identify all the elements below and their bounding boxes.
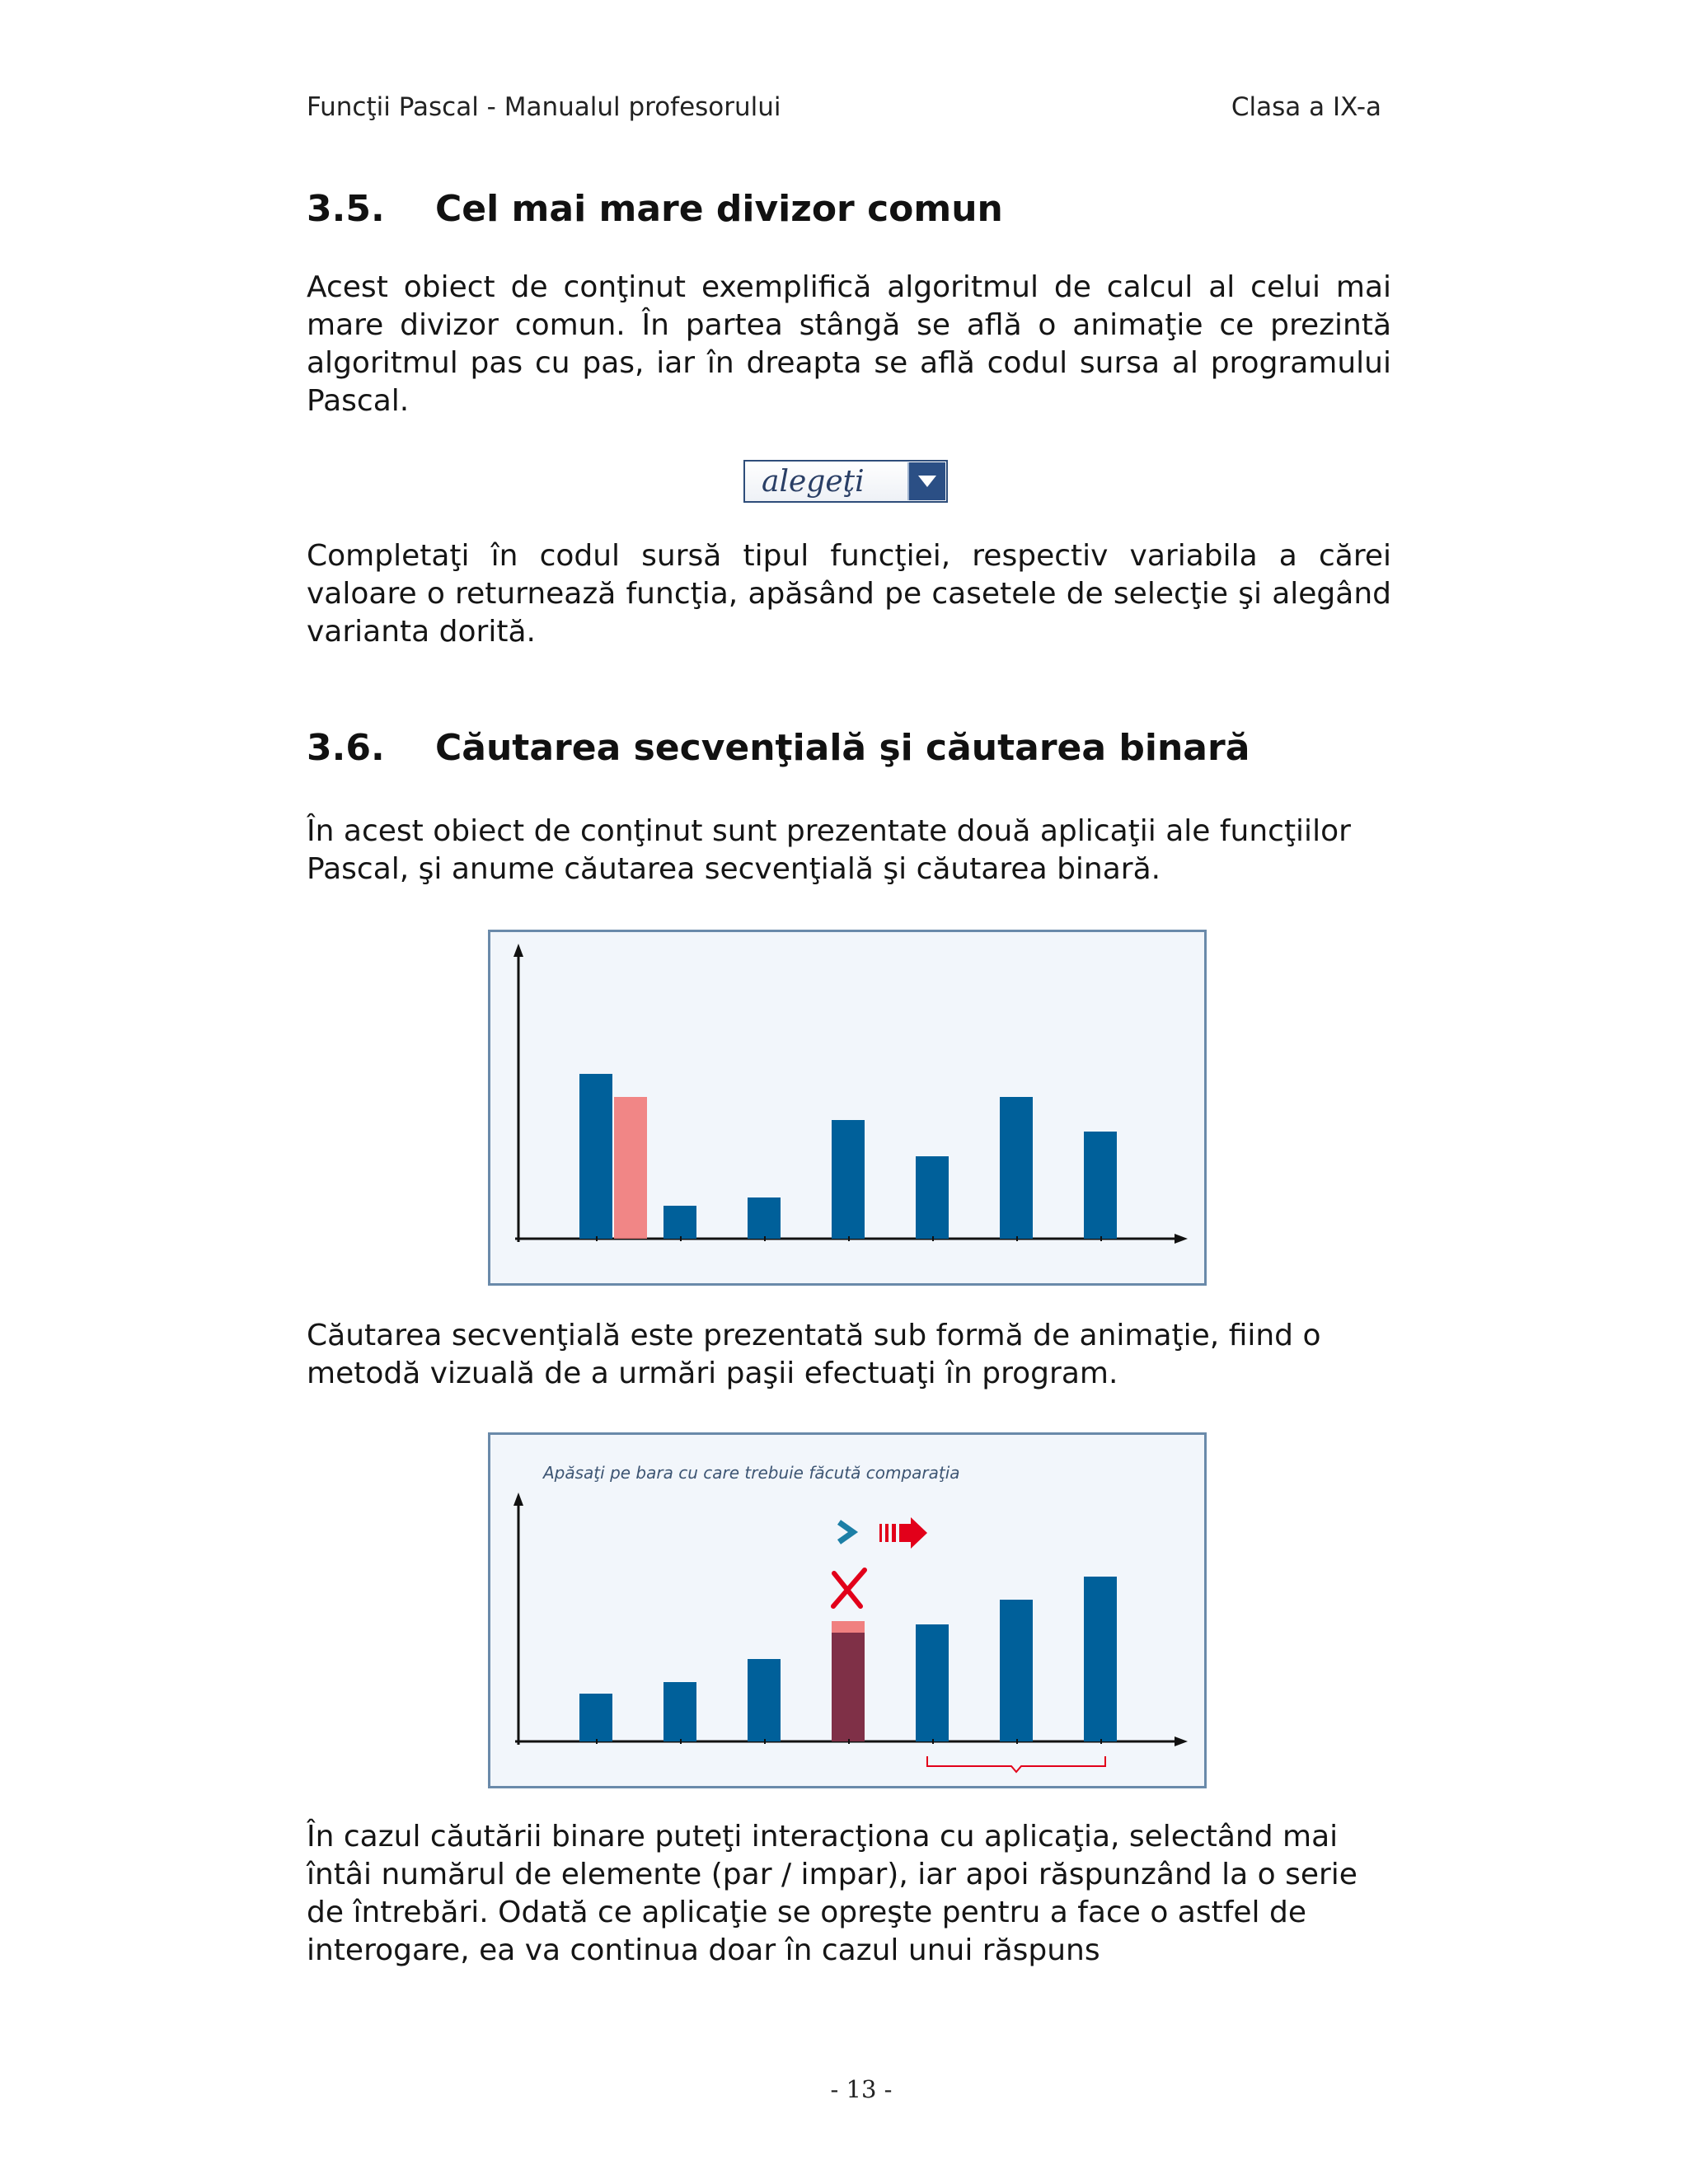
binary-search-figure [488, 1432, 1207, 1788]
bar [1084, 1132, 1117, 1239]
bar [663, 1682, 696, 1741]
section-heading [307, 188, 1003, 230]
bar [748, 1197, 781, 1239]
selected-bar [832, 1633, 865, 1741]
right-arrow-icon [879, 1517, 927, 1549]
section-heading [307, 727, 1250, 769]
bar [1084, 1577, 1117, 1741]
bar [663, 1206, 696, 1239]
figure-instruction: Apăsaţi pe bara cu care trebuie făcută comparaţia [543, 1463, 960, 1483]
section-number: 3.6. [307, 727, 385, 769]
header-title: Funcţii Pascal - Manualul profesorului [307, 92, 781, 122]
bar [1000, 1097, 1033, 1239]
moving-bar [614, 1097, 647, 1239]
y-axis-arrow-icon [513, 1493, 523, 1506]
range-bracket [927, 1756, 1105, 1772]
bar [1000, 1600, 1033, 1741]
bar [916, 1156, 949, 1239]
paragraph: În cazul căutării binare puteţi interacţiona cu aplicaţia, selectând mai întâi numărul de elemente (par / impar), iar apoi răspunzând la o serie de întrebări. Odată ce aplicaţie se opreşte pentru a face o astfel de interogare, ea va continua doar în cazul unui răspuns [307, 1820, 1357, 1967]
y-axis-arrow-icon [513, 944, 523, 957]
bar [579, 1694, 612, 1741]
select-dropdown[interactable] [743, 460, 948, 503]
bar [832, 1120, 865, 1239]
greater-than-icon [839, 1522, 853, 1542]
bar-chart [490, 1435, 1204, 1786]
bar [579, 1074, 612, 1239]
chevron-down-icon[interactable] [907, 462, 945, 500]
section-title: Cel mai mare divizor comun [435, 188, 1003, 230]
paragraph: Acest obiect de conţinut exemplifică algoritmul de calcul al celui mai mare divizor comun. În partea stângă se află o animaţie ce prezintă algoritmul pas cu pas, iar în dreapta se află codul sursa al programului Pascal. [307, 270, 1391, 418]
x-axis-arrow-icon [1175, 1234, 1188, 1244]
header-class: Clasa a IX-a [1231, 92, 1381, 122]
bar [748, 1659, 781, 1741]
running-header [307, 92, 1381, 125]
paragraph: Căutarea secvenţială este prezentată sub formă de animaţie, fiind o metodă vizuală de a urmări paşii efectuaţi în program. [307, 1319, 1321, 1390]
x-axis-arrow-icon [1175, 1736, 1188, 1746]
paragraph: În acest obiect de conţinut sunt prezentate două aplicaţii ale funcţiilor Pascal, şi anume căutarea secvenţială şi căutarea binară. [307, 814, 1351, 886]
section-number: 3.5. [307, 188, 385, 230]
bar [916, 1624, 949, 1741]
bar-chart [490, 932, 1204, 1283]
dropdown-label: alegeţi [762, 464, 865, 499]
section-title: Căutarea secvenţială şi căutarea binară [435, 727, 1250, 769]
page-number: - 13 - [830, 2075, 893, 2103]
selected-bar-cap [832, 1621, 865, 1633]
cross-icon [833, 1570, 865, 1606]
paragraph: Completaţi în codul sursă tipul funcţiei, respectiv variabila a cărei valoare o returnează funcţia, apăsând pe casetele de selecţie şi alegând varianta dorită. [307, 539, 1391, 649]
sequential-search-figure [488, 930, 1207, 1286]
